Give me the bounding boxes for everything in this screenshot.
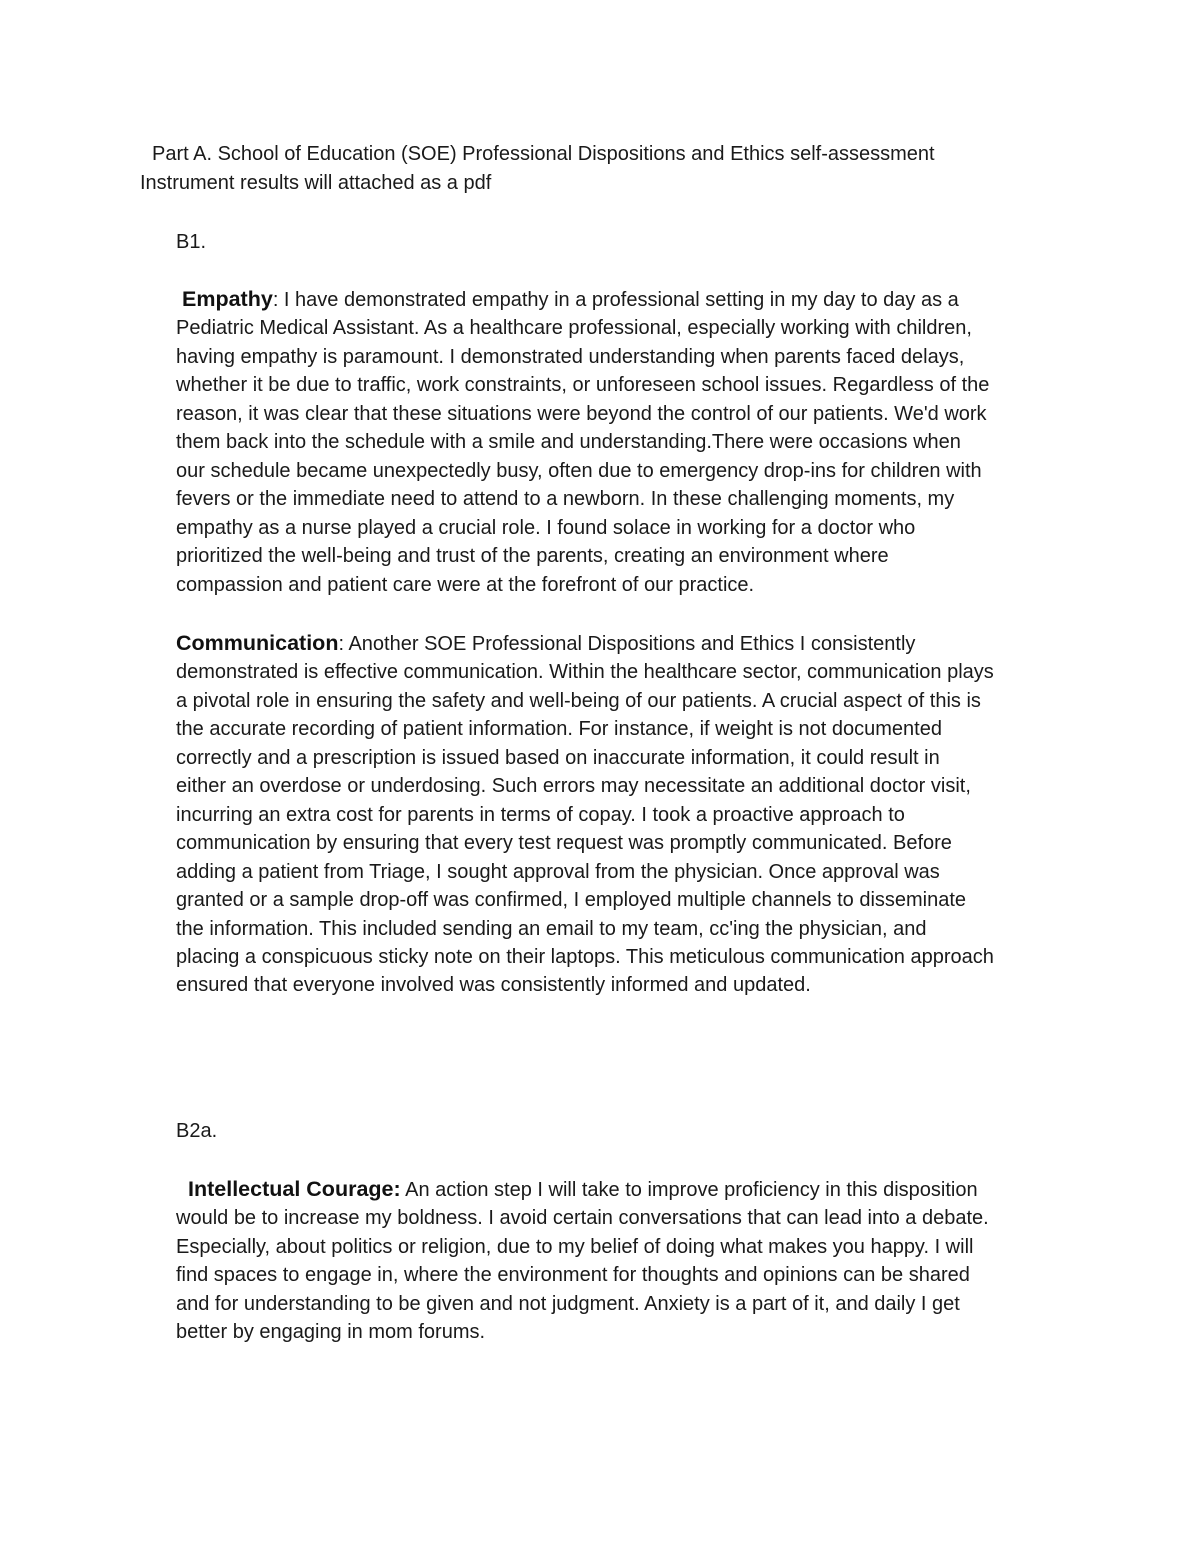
empathy-paragraph xyxy=(176,285,1076,599)
intro-line-2: Instrument results will attached as a pdf xyxy=(140,171,492,194)
empathy-line: them back into the schedule with a smile and understanding.There were occasions when xyxy=(176,431,961,454)
empathy-line: Pediatric Medical Assistant. As a healthcare professional, especially working with children, xyxy=(176,317,972,340)
empathy-line: empathy as a nurse played a crucial role. I found solace in working for a doctor who xyxy=(176,516,916,539)
section-label-b2a: B2a. xyxy=(176,1120,218,1142)
communication-line: adding a patient from Triage, I sought approval from the physician. Once approval was xyxy=(176,860,940,883)
courage-line: Especially, about politics or religion, due to my belief of doing what makes you happy. I will xyxy=(176,1235,974,1258)
empathy-line: : I have demonstrated empathy in a professional setting in my day to day as a xyxy=(272,289,959,311)
communication-paragraph xyxy=(176,629,1076,1000)
courage-line: and for understanding to be given and not judgment. Anxiety is a part of it, and daily I get xyxy=(176,1292,960,1315)
communication-line: either an overdose or underdosing. Such errors may necessitate an additional doctor visit, xyxy=(176,775,971,798)
courage-line: find spaces to engage in, where the environment for thoughts and opinions can be shared xyxy=(176,1264,970,1287)
communication-line: the accurate recording of patient information. For instance, if weight is not documented xyxy=(176,718,942,741)
communication-line: placing a conspicuous sticky note on their laptops. This meticulous communication approach xyxy=(176,945,994,968)
communication-line: demonstrated is effective communication. Within the healthcare sector, communication plays xyxy=(176,661,994,684)
communication-line: incurring an extra cost for parents in terms of copay. I took a proactive approach to xyxy=(176,803,905,826)
empathy-line: compassion and patient care were at the forefront of our practice. xyxy=(176,573,755,596)
courage-line: better by engaging in mom forums. xyxy=(176,1321,486,1344)
communication-term: Communication xyxy=(176,631,339,655)
communication-line: ensured that everyone involved was consistently informed and updated. xyxy=(176,974,811,997)
communication-line: : Another SOE Professional Dispositions and Ethics I consistently xyxy=(338,633,916,655)
intro-block xyxy=(140,140,1060,197)
empathy-line: prioritized the well-being and trust of the parents, creating an environment where xyxy=(176,545,889,568)
courage-term: Intellectual Courage: xyxy=(188,1177,401,1201)
empathy-term: Empathy xyxy=(182,287,273,311)
communication-line: granted or a sample drop-off was confirmed, I employed multiple channels to disseminate xyxy=(176,889,967,912)
section-label-b1: B1. xyxy=(176,231,207,253)
courage-line: An action step I will take to improve proficiency in this disposition xyxy=(400,1179,978,1201)
courage-line: would be to increase my boldness. I avoid certain conversations that can lead into a debate. xyxy=(176,1207,989,1230)
communication-line: communication by ensuring that every test request was promptly communicated. Before xyxy=(176,832,952,855)
empathy-line: our schedule became unexpectedly busy, often due to emergency drop-ins for children with xyxy=(176,459,982,482)
communication-line: a pivotal role in ensuring the safety and well-being of our patients. A crucial aspect of this is xyxy=(176,689,981,712)
empathy-line: fevers or the immediate need to attend to a newborn. In these challenging moments, my xyxy=(176,488,955,511)
communication-line: the information. This included sending an email to my team, cc'ing the physician, and xyxy=(176,917,927,940)
empathy-line: having empathy is paramount. I demonstrated understanding when parents faced delays, xyxy=(176,345,965,368)
communication-line: correctly and a prescription is issued based on inaccurate information, it could result in xyxy=(176,746,940,769)
intro-line-1: Part A. School of Education (SOE) Professional Dispositions and Ethics self-assessment xyxy=(152,143,935,165)
empathy-line: reason, it was clear that these situations were beyond the control of our patients. We'd work xyxy=(176,402,987,425)
empathy-line: whether it be due to traffic, work constraints, or unforeseen school issues. Regardless of the xyxy=(176,374,990,397)
courage-paragraph xyxy=(176,1175,1076,1347)
